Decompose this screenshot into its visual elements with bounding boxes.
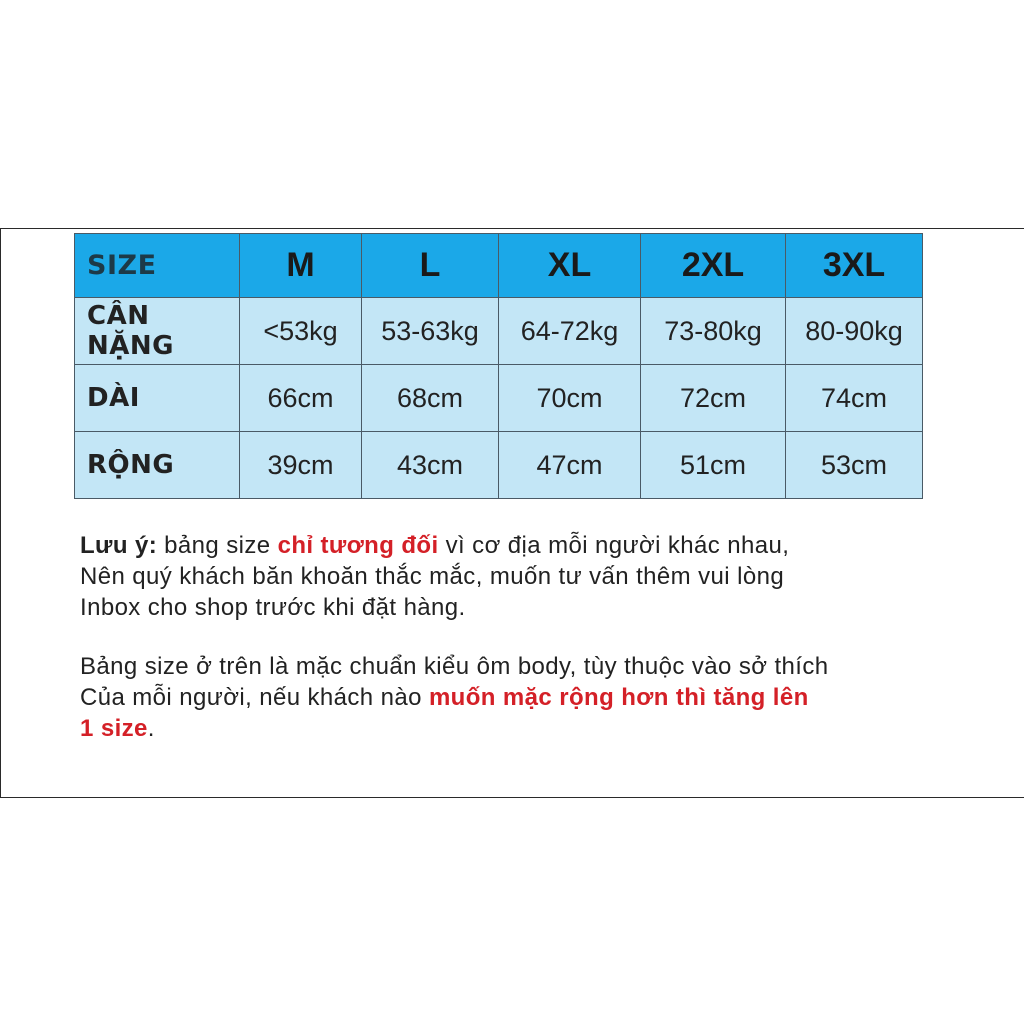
size-header-cell: 3XL: [786, 234, 923, 298]
note-text: Của mỗi người, nếu khách nào: [80, 684, 429, 711]
note-text: vì cơ địa mỗi người khác nhau,: [438, 532, 790, 559]
note-highlight: chỉ tương đối: [277, 532, 439, 559]
table-cell: 39cm: [240, 432, 362, 499]
table-cell: 64-72kg: [499, 298, 641, 365]
table-cell: 53cm: [786, 432, 923, 499]
size-header-cell: 2XL: [641, 234, 786, 298]
table-cell: 70cm: [499, 365, 641, 432]
table-cell: 47cm: [499, 432, 641, 499]
note-highlight: muốn mặc rộng hơn thì tăng lên: [428, 684, 809, 711]
size-header-row: [75, 234, 923, 298]
note-text: Bảng size ở trên là mặc chuẩn kiểu ôm body, tùy thuộc vào sở thích: [80, 653, 829, 680]
table-cell: 68cm: [362, 365, 499, 432]
note-text: bảng size: [157, 532, 278, 559]
width-row: [75, 432, 923, 499]
note-text: .: [147, 715, 155, 742]
table-cell: 73-80kg: [641, 298, 786, 365]
size-header-cell: XL: [499, 234, 641, 298]
size-chart-table: [74, 233, 923, 499]
note-paragraph-1: [80, 530, 980, 623]
length-row: [75, 365, 923, 432]
size-header-label: SIZE: [75, 234, 240, 298]
note-highlight: 1 size: [80, 715, 148, 742]
row-label: RỘNG: [75, 432, 240, 499]
note-text: Inbox cho shop trước khi đặt hàng.: [80, 594, 466, 621]
table-cell: 72cm: [641, 365, 786, 432]
table-cell: 53-63kg: [362, 298, 499, 365]
table-cell: 51cm: [641, 432, 786, 499]
size-header-cell: L: [362, 234, 499, 298]
table-cell: 74cm: [786, 365, 923, 432]
weight-row: [75, 298, 923, 365]
size-header-cell: M: [240, 234, 362, 298]
note-text: Nên quý khách băn khoăn thắc mắc, muốn tư vấn thêm vui lòng: [80, 563, 785, 590]
row-label: DÀI: [75, 365, 240, 432]
table-cell: 66cm: [240, 365, 362, 432]
table-cell: <53kg: [240, 298, 362, 365]
row-label: CÂN NẶNG: [75, 298, 240, 365]
table-cell: 80-90kg: [786, 298, 923, 365]
note-paragraph-2: [80, 651, 980, 744]
note-label: Lưu ý:: [80, 532, 158, 559]
table-cell: 43cm: [362, 432, 499, 499]
